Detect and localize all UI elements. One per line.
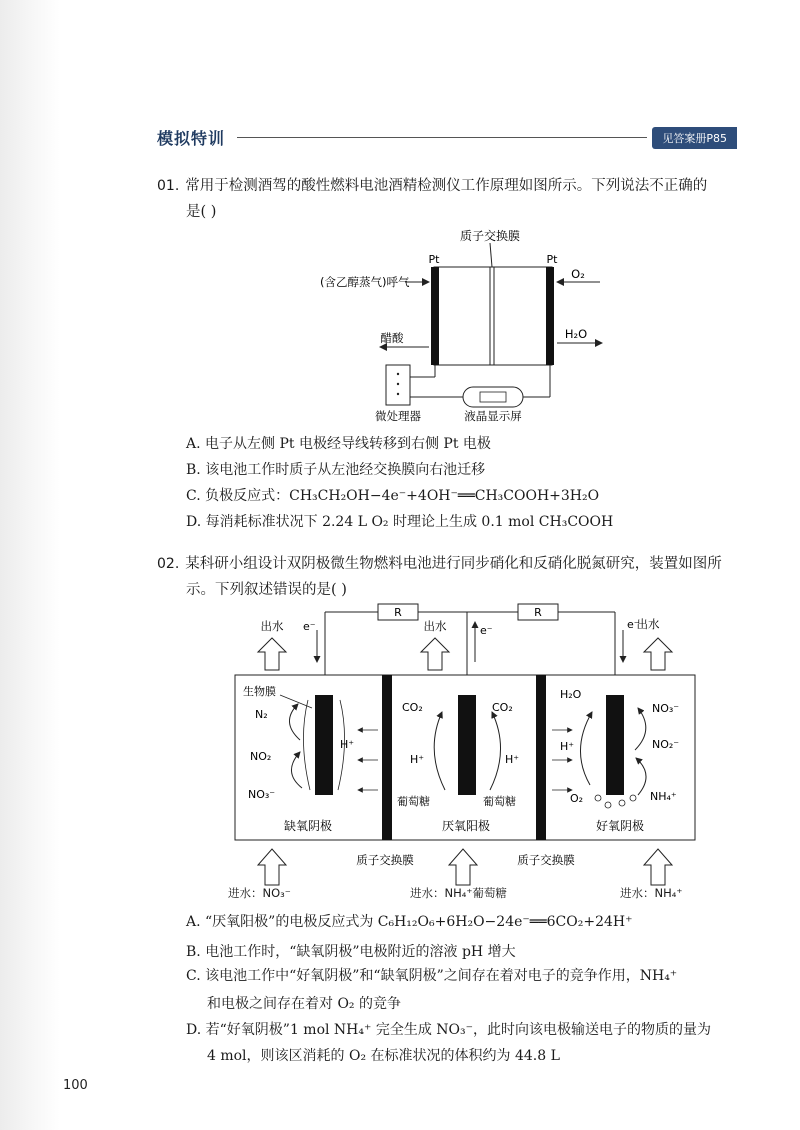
q2-option-d-line1: D. 若“好氧阴极”1 mol NH₄⁺ 完全生成 NO₃⁻，此时向该电极输送电子的物质的量为 bbox=[186, 1022, 712, 1038]
q2-o2-bubble bbox=[595, 795, 601, 801]
q1-lcd-label: 液晶显示屏 bbox=[464, 409, 522, 423]
section-rule bbox=[237, 137, 647, 138]
q1-left-electrode bbox=[431, 267, 439, 365]
q2-electrode-left bbox=[315, 695, 333, 795]
q1-option-b: B. 该电池工作时质子从左池经交换膜向右池迁移 bbox=[186, 462, 486, 478]
q1-diagram bbox=[300, 225, 620, 425]
q2-option-c-line1: C. 该电池工作中“好氧阴极”和“缺氧阴极”之间存在着对电子的竞争作用，NH₄⁺ bbox=[186, 968, 678, 984]
q2-inlet-mid-label: 进水：NH₄⁺葡萄糖 bbox=[410, 886, 507, 900]
q1-membrane-pointer bbox=[490, 243, 492, 267]
answer-reference-tag: 见答案册P85 bbox=[652, 127, 737, 149]
q2-chamber-mid-label: 厌氧阳极 bbox=[441, 819, 491, 833]
q1-microprocessor-dot bbox=[397, 373, 399, 375]
q1-microprocessor-label: 微处理器 bbox=[375, 409, 421, 423]
page-left-edge bbox=[0, 0, 60, 1130]
q1-microprocessor-dot bbox=[397, 383, 399, 385]
q2-glucose-label-b: 葡萄糖 bbox=[483, 795, 516, 808]
q1-option-c: C. 负极反应式：CH₃CH₂OH−4e⁻+4OH⁻══CH₃COOH+3H₂O bbox=[186, 488, 600, 504]
q2-water-out-right: 出水 bbox=[636, 617, 660, 631]
q1-membrane-label: 质子交换膜 bbox=[459, 229, 521, 243]
q2-glucose-label-a: 葡萄糖 bbox=[397, 795, 430, 808]
q1-right-electrode bbox=[546, 267, 554, 365]
q2-outlet-arrow-right bbox=[644, 638, 672, 670]
q2-h-mid-label-a: H⁺ bbox=[410, 753, 425, 766]
q2-resistor-left-label: R bbox=[394, 606, 402, 619]
q2-nh4-right-label: NH₄⁺ bbox=[650, 790, 677, 803]
q2-stem-line2: 示。下列叙述错误的是( ) bbox=[186, 582, 347, 598]
page-number: 100 bbox=[63, 1078, 88, 1093]
section-title: 模拟特训 bbox=[157, 129, 226, 148]
q2-o2-right-label: O₂ bbox=[570, 792, 584, 805]
q2-outlet-arrow-mid bbox=[421, 638, 449, 670]
q2-electrode-right bbox=[606, 695, 624, 795]
q1-pt-left: Pt bbox=[428, 253, 440, 266]
q2-outlet-arrow-left bbox=[258, 638, 286, 670]
section-header bbox=[157, 126, 737, 148]
q2-inlet-left-label: 进水：NO₃⁻ bbox=[228, 886, 291, 900]
q1-stem-text: 常用于检测酒驾的酸性燃料电池酒精检测仪工作原理如图所示。下列说法不正确的 bbox=[185, 178, 708, 194]
q2-o2-bubble bbox=[619, 800, 625, 806]
q2-number: 02. bbox=[157, 556, 180, 572]
q2-h-left-label: H⁺ bbox=[340, 738, 355, 751]
q1-pt-right: Pt bbox=[546, 253, 558, 266]
q2-e-left: e⁻ bbox=[303, 620, 316, 633]
q1-breath-label: (含乙醇蒸气)呼气 bbox=[320, 275, 410, 289]
q2-o2-bubble bbox=[605, 802, 611, 808]
q2-no2-right-label: NO₂⁻ bbox=[652, 738, 680, 751]
q1-o2-label: O₂ bbox=[571, 267, 585, 281]
q1-option-a: A. 电子从左侧 Pt 电极经导线转移到右侧 Pt 电极 bbox=[186, 436, 491, 452]
q1-h2o-label: H₂O bbox=[564, 327, 588, 341]
q1-cell-body bbox=[434, 267, 552, 365]
q2-chamber-right-label: 好氧阴极 bbox=[595, 819, 645, 833]
q2-chamber-left-label: 缺氧阴极 bbox=[283, 819, 333, 833]
q2-electrode-mid bbox=[458, 695, 476, 795]
q2-diagram bbox=[230, 600, 710, 900]
q2-inlet-arrow-right bbox=[644, 849, 672, 885]
q2-stem-line1 bbox=[157, 554, 722, 574]
q2-no3-left-label: NO₃⁻ bbox=[248, 788, 276, 801]
q1-option-d: D. 每消耗标准状况下 2.24 L O₂ 时理论上生成 0.1 mol CH₃COOH bbox=[186, 514, 614, 530]
q2-membrane-a bbox=[382, 675, 392, 840]
q2-option-a: A. “厌氧阳极”的电极反应式为 C₆H₁₂O₆+6H₂O−24e⁻══6CO₂+24H⁺ bbox=[186, 914, 633, 930]
q1-number: 01. bbox=[157, 178, 180, 194]
q2-resistor-right-label: R bbox=[534, 606, 542, 619]
q2-e-mid: e⁻ bbox=[480, 624, 493, 637]
q1-lcd-screen bbox=[480, 392, 506, 402]
q1-microprocessor-dot bbox=[397, 393, 399, 395]
q2-co2-label-b: CO₂ bbox=[492, 701, 513, 714]
q2-e-right: e⁻ bbox=[627, 618, 640, 631]
q2-stem-text: 某科研小组设计双阴极微生物燃料电池进行同步硝化和反硝化脱氮研究，装置如图所 bbox=[185, 556, 722, 572]
q1-stem-line2: 是( ) bbox=[186, 204, 217, 220]
q2-co2-label-a: CO₂ bbox=[402, 701, 423, 714]
q2-membrane-b bbox=[536, 675, 546, 840]
q2-h2o-right-label: H₂O bbox=[560, 688, 582, 701]
q2-water-out-left: 出水 bbox=[260, 619, 284, 633]
q2-option-c-line2: 和电极之间存在着对 O₂ 的竞争 bbox=[207, 996, 401, 1012]
q2-water-out-mid: 出水 bbox=[423, 619, 447, 633]
q2-o2-bubble bbox=[630, 795, 636, 801]
q2-n2-label: N₂ bbox=[255, 708, 268, 721]
q2-no2-left-label: NO₂ bbox=[250, 750, 272, 763]
q2-no3-right-label: NO₃⁻ bbox=[652, 702, 680, 715]
q2-option-b: B. 电池工作时，“缺氧阴极”电极附近的溶液 pH 增大 bbox=[186, 944, 516, 960]
q2-biofilm-label: 生物膜 bbox=[243, 685, 276, 698]
q2-option-d-line2: 4 mol，则该区消耗的 O₂ 在标准状况的体积约为 44.8 L bbox=[207, 1048, 560, 1064]
q2-membrane-label-a: 质子交换膜 bbox=[356, 853, 414, 867]
q2-h-right-label: H⁺ bbox=[560, 740, 575, 753]
q2-membrane-label-b: 质子交换膜 bbox=[517, 853, 575, 867]
q2-inlet-arrow-left bbox=[258, 849, 286, 885]
q1-acetic-label: 醋酸 bbox=[380, 331, 404, 345]
q2-inlet-right-label: 进水：NH₄⁺ bbox=[620, 886, 683, 900]
q1-stem-line1 bbox=[157, 176, 707, 196]
q2-inlet-arrow-mid bbox=[449, 849, 477, 885]
q2-h-mid-label-b: H⁺ bbox=[505, 753, 520, 766]
